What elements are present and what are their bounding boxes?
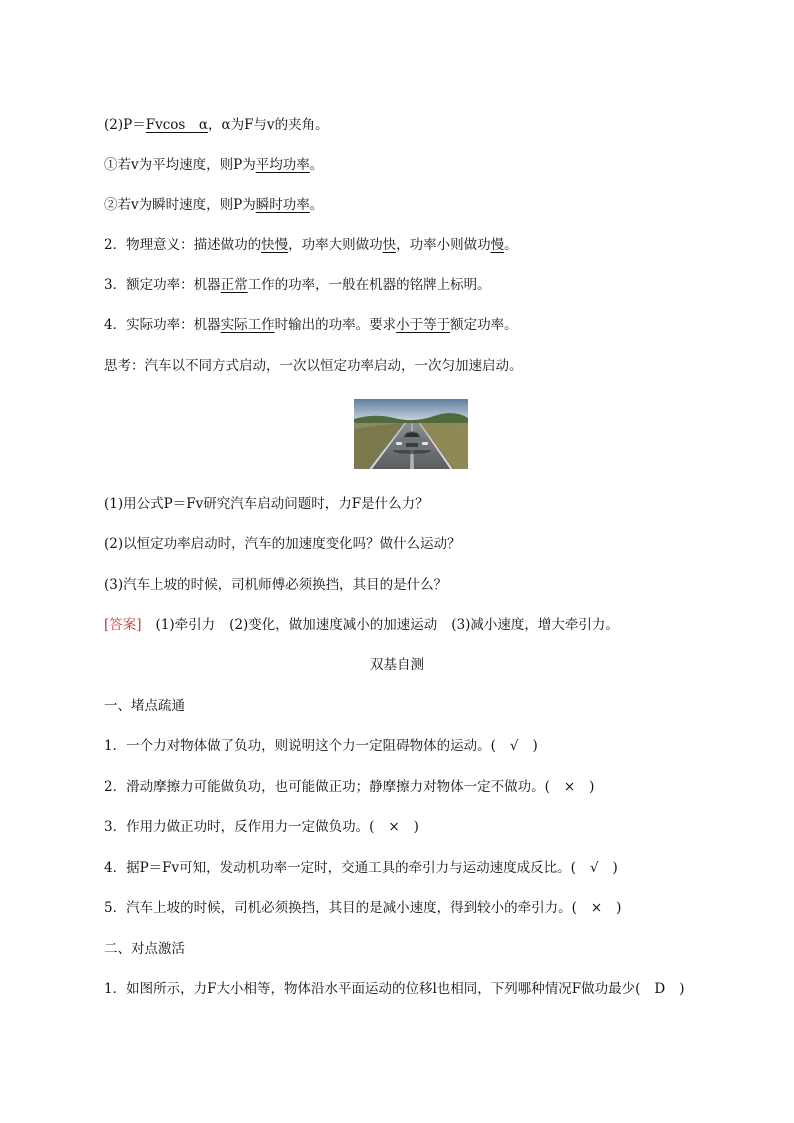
answer-line: [答案] (1)牵引力 (2)变化，做加速度减小的加速运动 (3)减小速度，增大牵引力。 [104, 617, 619, 633]
judgement-item-1: 1．一个力对物体做了负功，则说明这个力一定阻碍物体的运动。( √ ) [104, 738, 538, 754]
answer-choice: D [654, 981, 666, 997]
average-power-line: ①若v为平均速度，则P为平均功率。 [104, 157, 324, 173]
question-1: (1)用公式P＝Fv研究汽车启动问题时，力F是什么力？ [104, 496, 429, 512]
power-formula-line: (2)P＝Fvcos α，α为F与v的夹角。 [104, 117, 329, 133]
practice-question-1: 1．如图所示，力F大小相等，物体沿水平面运动的位移l也相同，下列哪种情况F做功最少( D ) [104, 981, 685, 997]
part2-heading: 二、对点激活 [104, 941, 185, 957]
answer-tag: [答案] [104, 617, 142, 633]
instant-power-line: ②若v为瞬时速度，则P为瞬时功率。 [104, 197, 324, 213]
car-on-road-photo [354, 399, 468, 469]
answer-mark: √ [589, 860, 599, 876]
section-title: 双基自测 [370, 657, 424, 673]
rated-power-line: 3．额定功率：机器正常工作的功率，一般在机器的铭牌上标明。 [104, 277, 491, 293]
think-intro: 思考：汽车以不同方式启动，一次以恒定功率启动，一次匀加速启动。 [104, 358, 523, 374]
actual-power-line: 4．实际功率：机器实际工作时输出的功率。要求小于等于额定功率。 [104, 317, 518, 333]
answer-slow: 慢 [490, 237, 505, 253]
judgement-item-2: 2．滑动摩擦力可能做负功，也可能做正功；静摩擦力对物体一定不做功。( × ) [104, 779, 595, 795]
answer-mark: × [388, 819, 400, 835]
answer-actual-work: 实际工作 [220, 317, 275, 333]
answer-mark: × [590, 900, 603, 916]
part1-heading: 一、堵点疏通 [104, 698, 185, 714]
formula-answer: Fvcos α [145, 117, 208, 133]
judgement-item-5: 5．汽车上坡的时候，司机必须换挡，其目的是减小速度，得到较小的牵引力。( × ) [104, 900, 622, 916]
answer-mark: × [563, 779, 576, 795]
answer-fast-slow: 快慢 [261, 237, 289, 253]
physical-meaning-line: 2．物理意义：描述做功的快慢，功率大则做功快，功率小则做功慢。 [104, 237, 518, 253]
answer-fast: 快 [382, 237, 397, 253]
judgement-item-4: 4．据P＝Fv可知，发动机功率一定时，交通工具的牵引力与运动速度成反比。( √ ) [104, 860, 618, 876]
judgement-item-3: 3．作用力做正功时，反作用力一定做负功。( × ) [104, 819, 419, 835]
question-3: (3)汽车上坡的时候，司机师傅必须换挡，其目的是什么？ [104, 577, 448, 593]
answer-mark: √ [509, 738, 519, 754]
answer-less-equal: 小于等于 [396, 317, 451, 333]
average-power-answer: 平均功率 [255, 157, 310, 173]
answer-normal: 正常 [220, 277, 248, 293]
question-2: (2)以恒定功率启动时，汽车的加速度变化吗？做什么运动？ [104, 536, 461, 552]
instant-power-answer: 瞬时功率 [255, 197, 310, 213]
